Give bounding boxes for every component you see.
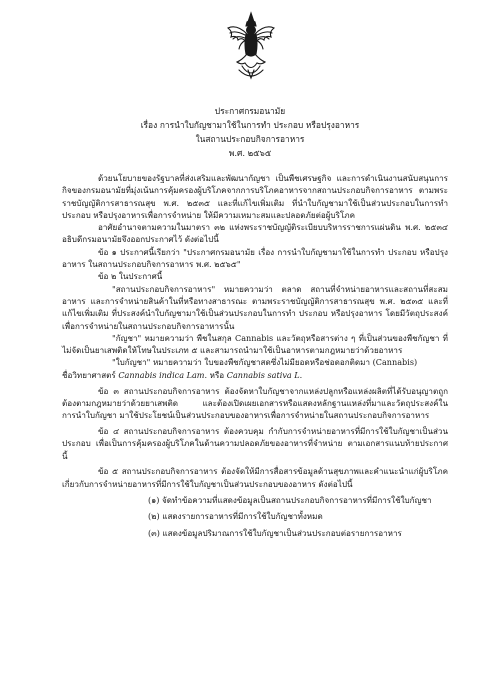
scientific-name-sativa: Cannabis sativa L. (226, 369, 303, 380)
clause-4: ข้อ ๔ สถานประกอบกิจการอาหาร ต้องควบคุม กำกับการจำหน่ายอาหารที่มีการใช้ใบกัญชาเป็นส่วนประกอบ เพื่อเป็นการคุ้มครองผู้บริโภคในด้านความปลอดภัยของอาหารที่จำหน่าย ตามเอกสารแนบท้ายประกาศนี้ (62, 425, 448, 461)
preamble-paragraph: ด้วยนโยบายของรัฐบาลที่ส่งเสริมและพัฒนากัญชา เป็นพืชเศรษฐกิจ และการดำเนินงานสนับสนุนการกิจของกรมอนามัยที่มุ่งเน้นการคุ้มครองผู้บริโภคจากการบริโภคอาหารจากสถานประกอบกิจการอาหาร ตามพระราชบัญญัติการสาธารณสุข พ.ศ. ๒๕๓๕ และที่แก้ไขเพิ่มเติม ที่นำใบกัญชามาใช้เป็นส่วนประกอบในการทำ ประกอบ หรือปรุงอาหารเพื่อการจำหน่าย ให้มีความเหมาะสมและปลอดภัยต่อผู้บริโภค (62, 173, 448, 220)
announcement-body (62, 172, 448, 539)
authority-paragraph: อาศัยอำนาจตามความในมาตรา ๓๒ แห่งพระราชบัญญัติระเบียบบริหารราชการแผ่นดิน พ.ศ. ๒๕๓๔ อธิบดีกรมอนามัยจึงออกประกาศไว้ ดังต่อไปนี้ (62, 222, 448, 245)
scientific-name-or: หรือ (209, 369, 225, 380)
definition-cannabis: "กัญชา" หมายความว่า พืชในสกุล Cannabis และวัตถุหรือสารต่าง ๆ ที่เป็นส่วนของพืชกัญชา ที่ไม่จัดเป็นยาเสพติดให้โทษในประเภท ๕ และสามารถนำมาใช้เป็นอาหารตามกฎหมายว่าด้วยอาหาร (62, 332, 448, 356)
announcement-subject-line2: ในสถานประกอบกิจการอาหาร (195, 134, 305, 144)
definition-food-establishment: "สถานประกอบกิจการอาหาร" หมายความว่า ตลาด สถานที่จำหน่ายอาหารและสถานที่สะสมอาหาร และการจำหน่ายสินค้าในที่หรือทางสาธารณะ ตามพระราชบัญญัติการสาธารณสุข พ.ศ. ๒๕๓๕ และที่แก้ไขเพิ่มเติม ที่ประสงค์นำใบกัญชามาใช้เป็นส่วนประกอบในการทำ ประกอบ หรือปรุงอาหาร โดยมีวัตถุประสงค์เพื่อการจำหน่ายในสถานประกอบกิจการอาหารนั้น (62, 283, 448, 331)
list-item: (๒) แสดงรายการอาหารที่มีการใช้ใบกัญชาทั้งหมด (148, 511, 323, 522)
definition-cannabis-leaf: "ใบกัญชา" หมายความว่า ใบของพืชกัญชาสดซึ่งไม่มียอดหรือช่อดอกติดมา (Cannabis) (112, 357, 418, 368)
clause-5: ข้อ ๕ สถานประกอบกิจการอาหาร ต้องจัดให้มีการสื่อสารข้อมูลด้านสุขภาพและคำแนะนำแก่ผู้บริโภคเกี่ยวกับการจำหน่ายอาหารที่มีการใช้ใบกัญชาเป็นส่วนประกอบของอาหาร ดังต่อไปนี้ (62, 466, 448, 489)
announcement-subject: เรื่อง การนำใบกัญชามาใช้ในการทำ ประกอบ หรือปรุงอาหาร (140, 120, 360, 130)
scientific-name-prefix: ชื่อวิทยาศาสตร์ (62, 369, 116, 380)
scientific-name-line (62, 369, 448, 381)
clause-3: ข้อ ๓ สถานประกอบกิจการอาหาร ต้องจัดหาใบกัญชาจากแหล่งปลูกหรือแหล่งผลิตที่ได้รับอนุญาตถูกต้องตามกฎหมายว่าด้วยยาเสพติด และต้องเปิดเผยเอกสารหรือแสดงหลักฐานแหล่งที่มาและวัตถุประสงค์ในการนำใบกัญชา มาใช้ประโยชน์เป็นส่วนประกอบของอาหารเพื่อการจำหน่ายในสถานประกอบกิจการอาหาร (62, 385, 448, 421)
announcement-year: พ.ศ. ๒๕๖๕ (228, 148, 272, 158)
garuda-emblem-icon (225, 10, 277, 82)
list-item: (๓) แสดงข้อมูลปริมาณการใช้ใบกัญชาเป็นส่วนประกอบต่อรายการอาหาร (148, 527, 402, 538)
clause-1: ข้อ ๑ ประกาศนี้เรียกว่า "ประกาศกรมอนามัย เรื่อง การนำใบกัญชามาใช้ในการทำ ประกอบ หรือปรุงอาหาร ในสถานประกอบกิจการอาหาร พ.ศ. ๒๕๖๕" (62, 246, 448, 270)
clause-2: ข้อ ๒ ในประกาศนี้ (98, 271, 163, 282)
list-item: (๑) จัดทำข้อความที่แสดงข้อมูลเป็นสถานประกอบกิจการอาหารที่มีการใช้ใบกัญชา (148, 494, 432, 505)
scientific-name-indica: Cannabis indica Lam. (118, 369, 208, 380)
agency-title: ประกาศกรมอนามัย (214, 106, 286, 116)
